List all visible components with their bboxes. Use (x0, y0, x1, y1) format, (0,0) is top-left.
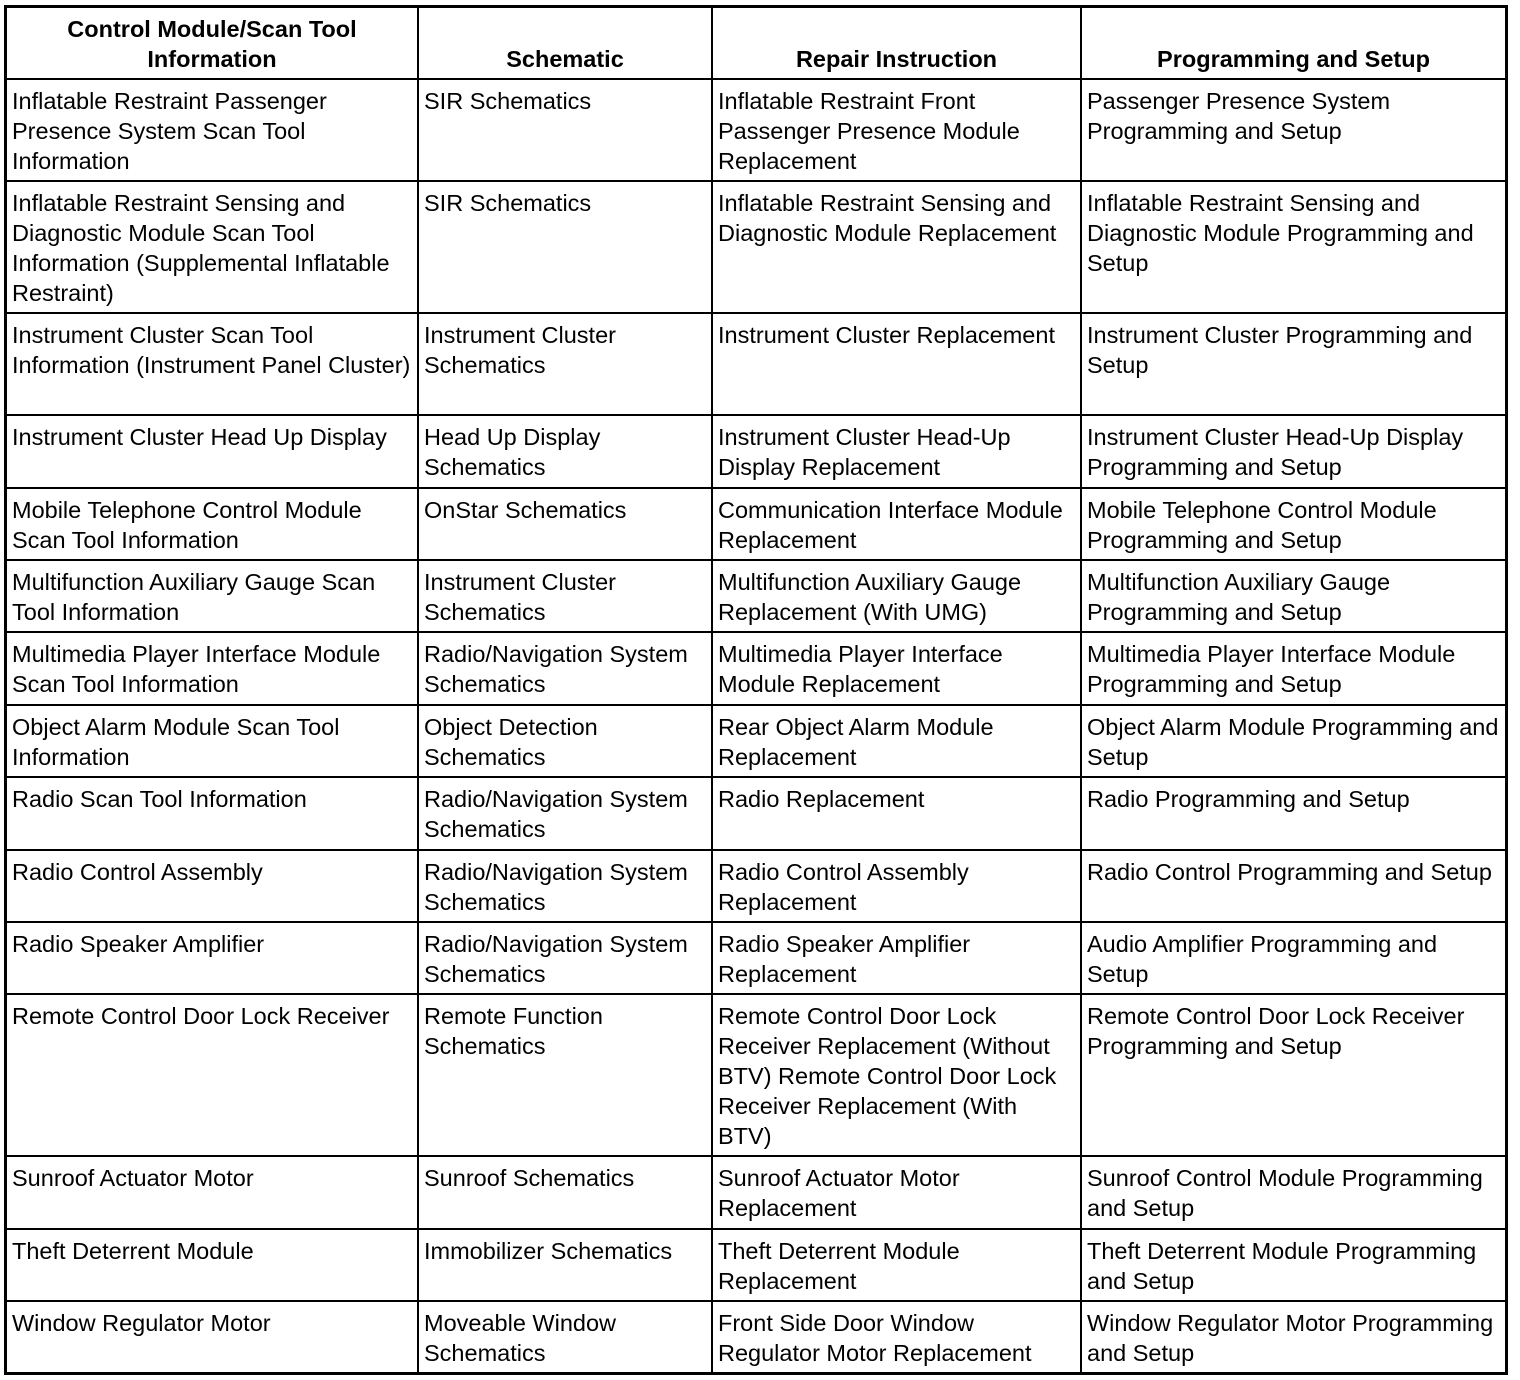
cell-repair-instruction: Communication Interface Module Replacement (712, 488, 1081, 560)
cell-repair-instruction: Theft Deterrent Module Replacement (712, 1229, 1081, 1301)
table-row (7, 1229, 1505, 1301)
cell-schematic: OnStar Schematics (418, 488, 712, 560)
module-info-table-frame (4, 5, 1508, 1375)
module-info-table (7, 8, 1505, 1372)
cell-schematic: Radio/Navigation System Schematics (418, 850, 712, 922)
cell-repair-instruction: Remote Control Door Lock Receiver Replacement (Without BTV) Remote Control Door Lock Receiver Replacement (With BTV) (712, 994, 1081, 1156)
table-row (7, 994, 1505, 1156)
cell-control-module: Mobile Telephone Control Module Scan Tool Information (7, 488, 418, 560)
table-row (7, 488, 1505, 560)
cell-control-module: Theft Deterrent Module (7, 1229, 418, 1301)
cell-control-module: Instrument Cluster Scan Tool Information (Instrument Panel Cluster) (7, 313, 418, 415)
cell-programming-setup: Multifunction Auxiliary Gauge Programming and Setup (1081, 560, 1505, 632)
cell-programming-setup: Theft Deterrent Module Programming and Setup (1081, 1229, 1505, 1301)
cell-repair-instruction: Multifunction Auxiliary Gauge Replacement (With UMG) (712, 560, 1081, 632)
cell-programming-setup: Instrument Cluster Head-Up Display Programming and Setup (1081, 415, 1505, 488)
table-row (7, 922, 1505, 994)
cell-repair-instruction: Inflatable Restraint Sensing and Diagnostic Module Replacement (712, 181, 1081, 313)
cell-repair-instruction: Radio Control Assembly Replacement (712, 850, 1081, 922)
cell-programming-setup: Object Alarm Module Programming and Setup (1081, 705, 1505, 777)
cell-schematic: Object Detection Schematics (418, 705, 712, 777)
cell-schematic: Sunroof Schematics (418, 1156, 712, 1229)
column-header-control-module: Control Module/Scan Tool Information (7, 8, 418, 79)
cell-repair-instruction: Radio Speaker Amplifier Replacement (712, 922, 1081, 994)
table-row (7, 850, 1505, 922)
cell-schematic: SIR Schematics (418, 79, 712, 181)
cell-schematic: Radio/Navigation System Schematics (418, 922, 712, 994)
cell-repair-instruction: Radio Replacement (712, 777, 1081, 850)
cell-repair-instruction: Front Side Door Window Regulator Motor Replacement (712, 1301, 1081, 1372)
cell-repair-instruction: Rear Object Alarm Module Replacement (712, 705, 1081, 777)
cell-control-module: Sunroof Actuator Motor (7, 1156, 418, 1229)
cell-schematic: Head Up Display Schematics (418, 415, 712, 488)
table-row (7, 560, 1505, 632)
cell-control-module: Multimedia Player Interface Module Scan Tool Information (7, 632, 418, 705)
cell-control-module: Remote Control Door Lock Receiver (7, 994, 418, 1156)
cell-control-module: Multifunction Auxiliary Gauge Scan Tool Information (7, 560, 418, 632)
cell-control-module: Inflatable Restraint Passenger Presence System Scan Tool Information (7, 79, 418, 181)
cell-repair-instruction: Instrument Cluster Head-Up Display Replacement (712, 415, 1081, 488)
table-row (7, 181, 1505, 313)
cell-repair-instruction: Instrument Cluster Replacement (712, 313, 1081, 415)
column-header-programming-setup: Programming and Setup (1081, 8, 1505, 79)
cell-control-module: Radio Speaker Amplifier (7, 922, 418, 994)
cell-programming-setup: Radio Control Programming and Setup (1081, 850, 1505, 922)
table-row (7, 705, 1505, 777)
cell-programming-setup: Inflatable Restraint Sensing and Diagnostic Module Programming and Setup (1081, 181, 1505, 313)
cell-schematic: Remote Function Schematics (418, 994, 712, 1156)
cell-schematic: Instrument Cluster Schematics (418, 560, 712, 632)
cell-programming-setup: Radio Programming and Setup (1081, 777, 1505, 850)
cell-repair-instruction: Inflatable Restraint Front Passenger Presence Module Replacement (712, 79, 1081, 181)
cell-programming-setup: Instrument Cluster Programming and Setup (1081, 313, 1505, 415)
cell-programming-setup: Multimedia Player Interface Module Programming and Setup (1081, 632, 1505, 705)
table-row (7, 313, 1505, 415)
cell-schematic: Immobilizer Schematics (418, 1229, 712, 1301)
table-row (7, 1301, 1505, 1372)
table-row (7, 79, 1505, 181)
cell-programming-setup: Mobile Telephone Control Module Programming and Setup (1081, 488, 1505, 560)
cell-control-module: Inflatable Restraint Sensing and Diagnostic Module Scan Tool Information (Supplemental Inflatable Restraint) (7, 181, 418, 313)
cell-repair-instruction: Multimedia Player Interface Module Replacement (712, 632, 1081, 705)
cell-programming-setup: Audio Amplifier Programming and Setup (1081, 922, 1505, 994)
table-header-row (7, 8, 1505, 79)
cell-control-module: Radio Scan Tool Information (7, 777, 418, 850)
cell-schematic: Moveable Window Schematics (418, 1301, 712, 1372)
column-header-repair-instruction: Repair Instruction (712, 8, 1081, 79)
table-row (7, 777, 1505, 850)
cell-schematic: Instrument Cluster Schematics (418, 313, 712, 415)
cell-schematic: SIR Schematics (418, 181, 712, 313)
cell-schematic: Radio/Navigation System Schematics (418, 777, 712, 850)
table-row (7, 632, 1505, 705)
cell-control-module: Radio Control Assembly (7, 850, 418, 922)
cell-repair-instruction: Sunroof Actuator Motor Replacement (712, 1156, 1081, 1229)
column-header-schematic: Schematic (418, 8, 712, 79)
table-row (7, 1156, 1505, 1229)
cell-programming-setup: Window Regulator Motor Programming and Setup (1081, 1301, 1505, 1372)
cell-schematic: Radio/Navigation System Schematics (418, 632, 712, 705)
table-row (7, 415, 1505, 488)
cell-programming-setup: Remote Control Door Lock Receiver Programming and Setup (1081, 994, 1505, 1156)
cell-programming-setup: Sunroof Control Module Programming and Setup (1081, 1156, 1505, 1229)
cell-programming-setup: Passenger Presence System Programming and Setup (1081, 79, 1505, 181)
cell-control-module: Window Regulator Motor (7, 1301, 418, 1372)
cell-control-module: Instrument Cluster Head Up Display (7, 415, 418, 488)
cell-control-module: Object Alarm Module Scan Tool Information (7, 705, 418, 777)
